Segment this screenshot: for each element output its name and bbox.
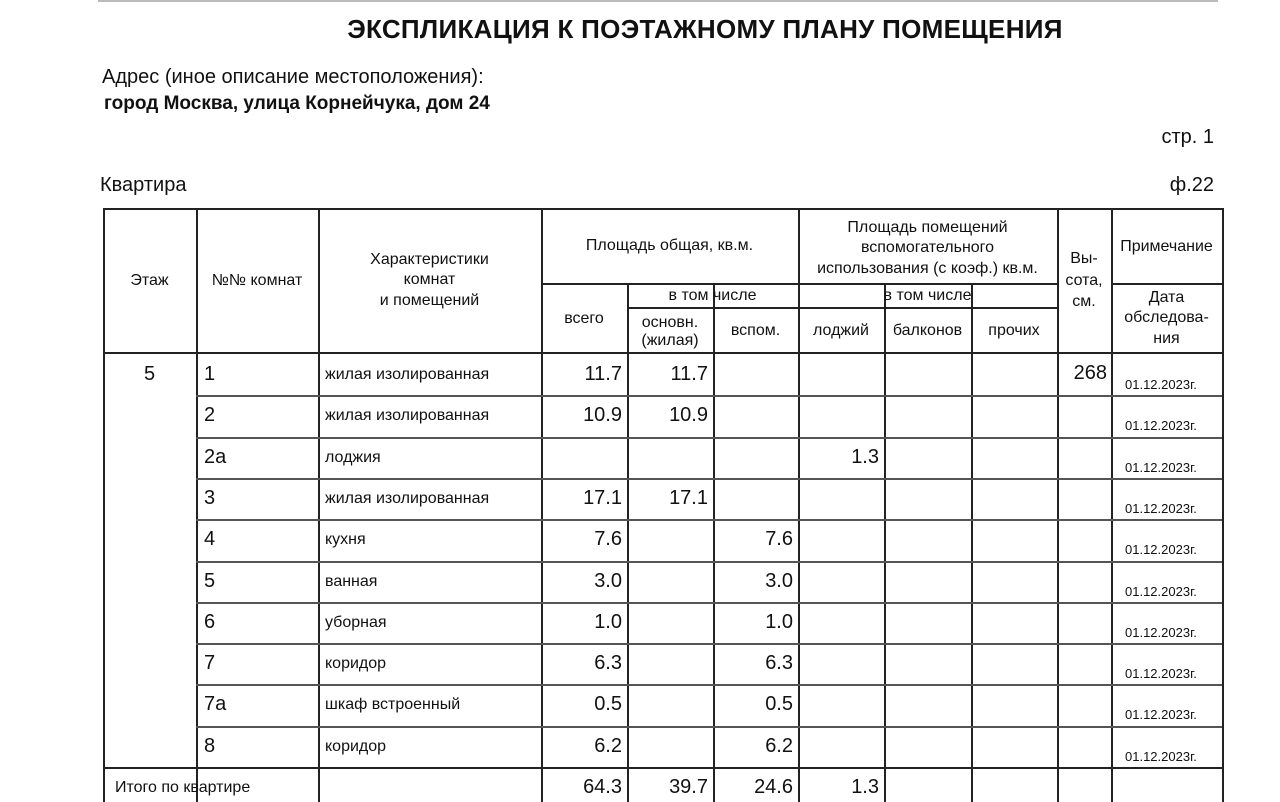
table-cell-date: 01.12.2023г.	[1125, 666, 1197, 682]
table-cell-description: жилая изолированная	[325, 407, 490, 425]
table-cell-description: лоджия	[325, 448, 381, 466]
table-cell-total: 1.0	[594, 610, 622, 633]
table-cell-main: 17.1	[669, 486, 708, 509]
table-cell-room: 2	[204, 404, 216, 427]
row-rule	[196, 437, 1222, 439]
property-kind: Квартира	[100, 174, 187, 196]
table-top-rule	[103, 208, 1224, 210]
header-balconies: балконов	[892, 322, 963, 339]
table-cell-date: 01.12.2023г.	[1125, 748, 1197, 764]
header-aux-area: вспомогательного	[860, 239, 995, 256]
note-subheader-rule	[1111, 283, 1222, 285]
column-rule	[884, 283, 886, 802]
table-cell-loggia: 1.3	[851, 445, 879, 468]
table-cell-room: 8	[204, 734, 216, 757]
table-cell-room: 7	[204, 652, 216, 675]
row-rule	[196, 684, 1222, 686]
table-cell-room: 4	[204, 528, 216, 551]
header-aux-area: Площадь помещений	[847, 219, 1008, 236]
table-cell-aux: 3.0	[765, 569, 793, 592]
table-cell-aux: 7.6	[765, 528, 793, 551]
table-cell-total: 7.6	[594, 528, 622, 551]
table-cell-total: 6.3	[594, 652, 622, 675]
summary-loggia: 1.3	[851, 776, 879, 798]
row-rule	[196, 478, 1222, 480]
address-value: город Москва, улица Корнейчука, дом 24	[104, 93, 490, 114]
header-note: Примечание	[1120, 238, 1213, 255]
column-rule	[103, 208, 105, 802]
header-main: (жилая)	[641, 332, 699, 349]
header-height: Вы-	[1070, 250, 1098, 267]
table-cell-floor: 5	[143, 363, 156, 385]
header-total: всего	[564, 310, 604, 327]
header-height: см.	[1072, 293, 1096, 310]
address-label: Адрес (иное описание местоположения):	[102, 66, 484, 88]
table-cell-room: 2а	[204, 445, 227, 468]
header-date: ния	[1153, 330, 1180, 347]
table-cell-description: уборная	[325, 613, 387, 631]
column-rule	[971, 283, 973, 802]
table-cell-description: кухня	[325, 531, 366, 549]
table-cell-date: 01.12.2023г.	[1125, 707, 1197, 723]
summary-total: 64.3	[583, 776, 622, 798]
row-rule	[196, 561, 1222, 563]
summary-aux: 24.6	[754, 776, 793, 798]
header-aux-incl: в том числе	[883, 287, 972, 304]
incl-rule-right	[798, 307, 1057, 309]
table-cell-description: ванная	[325, 572, 378, 590]
form-code: ф.22	[1169, 174, 1214, 196]
table-cell-total: 10.9	[583, 404, 622, 427]
header-characteristics: Характеристики	[370, 251, 489, 268]
table-cell-room: 5	[204, 569, 216, 592]
row-rule	[196, 726, 1222, 728]
table-cell-height: 268	[1073, 362, 1107, 384]
table-cell-description: жилая изолированная	[325, 366, 490, 383]
table-cell-date: 01.12.2023г.	[1125, 377, 1197, 392]
table-cell-date: 01.12.2023г.	[1125, 624, 1197, 640]
table-cell-date: 01.12.2023г.	[1125, 500, 1197, 516]
header-height: сота,	[1065, 272, 1103, 289]
row-rule	[196, 519, 1222, 521]
column-rule	[1222, 208, 1224, 802]
table-cell-description: коридор	[325, 737, 387, 755]
table-cell-room: 1	[204, 363, 216, 385]
row-rule	[196, 602, 1222, 604]
header-area-total: Площадь общая, кв.м.	[585, 237, 754, 254]
document-title: ЭКСПЛИКАЦИЯ К ПОЭТАЖНОМУ ПЛАНУ ПОМЕЩЕНИЯ	[347, 14, 1063, 44]
table-cell-room: 6	[204, 610, 216, 633]
header-characteristics: комнат	[403, 271, 456, 288]
table-cell-aux: 6.2	[765, 734, 793, 757]
table-cell-room: 3	[204, 486, 216, 509]
header-date: обследова-	[1124, 309, 1209, 326]
table-cell-main: 10.9	[669, 404, 708, 427]
header-characteristics: и помещений	[379, 292, 480, 309]
table-cell-date: 01.12.2023г.	[1125, 459, 1197, 475]
header-rooms: №№ комнат	[211, 272, 303, 289]
header-other: прочих	[988, 322, 1040, 339]
row-rule	[196, 395, 1222, 397]
table-cell-date: 01.12.2023г.	[1125, 542, 1197, 558]
table-cell-total: 6.2	[594, 734, 622, 757]
table-cell-description: коридор	[325, 655, 387, 673]
table-cell-total: 0.5	[594, 693, 622, 716]
header-incl: в том числе	[668, 287, 757, 304]
page-number: стр. 1	[1161, 126, 1214, 148]
header-bottom-rule	[103, 352, 1224, 354]
table-cell-total: 11.7	[584, 363, 622, 385]
table-cell-date: 01.12.2023г.	[1125, 418, 1197, 434]
header-floor: Этаж	[130, 272, 169, 289]
column-rule	[627, 283, 629, 802]
header-aux-area: использования (с коэф.) кв.м.	[817, 260, 1038, 277]
header-loggias: лоджий	[813, 322, 869, 339]
summary-top-rule	[103, 767, 1224, 769]
table-cell-aux: 0.5	[765, 693, 793, 716]
table-cell-room: 7а	[204, 693, 227, 716]
table-cell-description: шкаф встроенный	[325, 696, 461, 714]
table-cell-aux: 6.3	[765, 652, 793, 675]
header-aux: вспом.	[730, 322, 781, 339]
table-cell-description: жилая изолированная	[325, 489, 490, 507]
table-cell-total: 3.0	[594, 569, 622, 592]
summary-main: 39.7	[669, 776, 708, 798]
summary-label: Итого по квартире	[115, 779, 251, 796]
table-cell-total: 17.1	[583, 486, 622, 509]
header-date: Дата	[1148, 289, 1185, 306]
table-cell-main: 11.7	[670, 363, 708, 385]
table-cell-date: 01.12.2023г.	[1125, 583, 1197, 599]
table-cell-aux: 1.0	[765, 610, 793, 633]
column-rule	[196, 208, 198, 802]
header-main: основн.	[641, 314, 699, 331]
row-rule	[196, 643, 1222, 645]
